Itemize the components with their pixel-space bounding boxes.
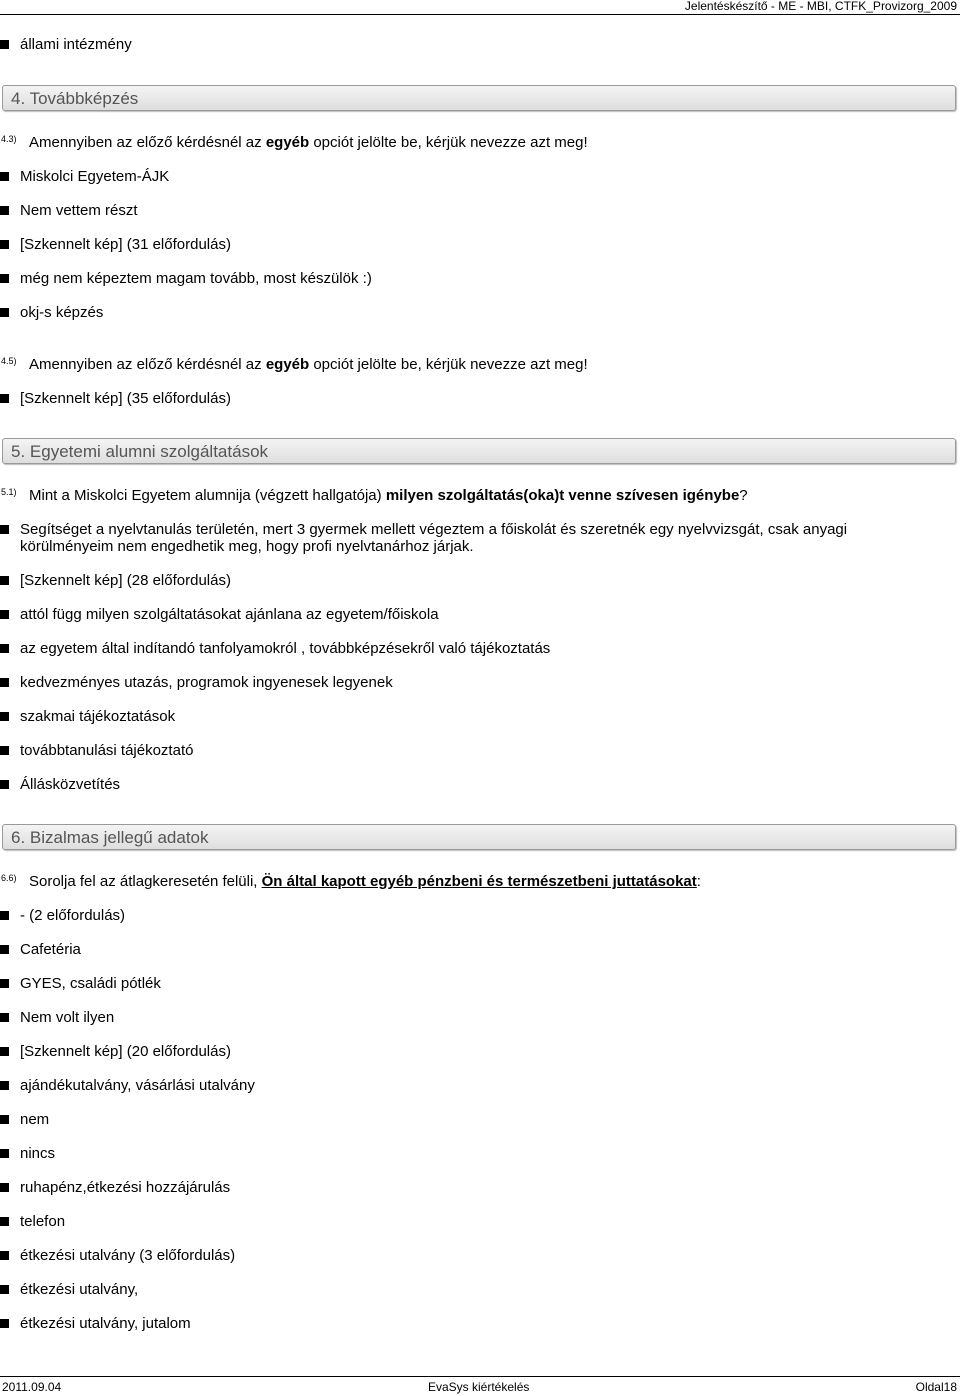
answer-text: étkezési utalvány, [20, 1281, 139, 1298]
question-number: 6.6) [1, 873, 17, 883]
bullet-square-icon [0, 746, 9, 755]
question-4-3 [0, 134, 588, 151]
bullet-square-icon [0, 172, 9, 181]
list-item [0, 776, 930, 793]
answer-text: még nem képeztem magam tovább, most készülök :) [20, 270, 372, 287]
answer-text: Miskolci Egyetem-ÁJK [20, 168, 170, 185]
answer-text: étkezési utalvány (3 előfordulás) [20, 1247, 236, 1264]
answer-text: szakmai tájékoztatások [20, 708, 176, 725]
list-item [0, 1247, 930, 1264]
list-item [0, 742, 930, 759]
section-header-5 [2, 438, 956, 464]
list-item [0, 907, 930, 924]
bullet-square-icon [0, 206, 9, 215]
list-item [0, 202, 930, 219]
question-number: 5.1) [1, 487, 17, 497]
page-footer [0, 1376, 960, 1396]
list-item [0, 390, 930, 407]
question-5-1 [0, 487, 748, 504]
section-header-4 [2, 85, 956, 111]
list-item [0, 36, 930, 53]
bullet-square-icon [0, 780, 9, 789]
answer-text: [Szkennelt kép] (28 előfordulás) [20, 572, 231, 589]
list-item [0, 1145, 930, 1162]
answer-text: nincs [20, 1145, 56, 1162]
list-item [0, 1315, 930, 1332]
question-text: Amennyiben az előző kérdésnél az egyéb opciót jelölte be, kérjük nevezze azt meg! [29, 134, 588, 151]
list-item [0, 521, 930, 555]
list-item [0, 640, 930, 657]
answer-text: GYES, családi pótlék [20, 975, 161, 992]
bullet-square-icon [0, 1251, 9, 1260]
list-item [0, 674, 930, 691]
answer-text: [Szkennelt kép] (20 előfordulás) [20, 1043, 231, 1060]
question-text: Mint a Miskolci Egyetem alumnija (végzett hallgatója) milyen szolgáltatás(oka)t venne szívesen igénybe? [29, 487, 748, 504]
bullet-square-icon [0, 308, 9, 317]
footer-date: 2011.09.04 [2, 1380, 62, 1394]
question-text: Sorolja fel az átlagkeresetén felüli, Ön által kapott egyéb pénzbeni és természetbeni juttatásokat: [29, 873, 701, 890]
report-title: Jelentéskészítő - ME - MBI, CTFK_Provizorg_2009 [684, 0, 957, 13]
question-number: 4.5) [1, 356, 17, 366]
bullet-square-icon [0, 1217, 9, 1226]
list-item [0, 270, 930, 287]
bullet-square-icon [0, 576, 9, 585]
answer-text: [Szkennelt kép] (35 előfordulás) [20, 390, 231, 407]
bullet-square-icon [0, 1081, 9, 1090]
section-title: 4. Továbbképzés [11, 89, 139, 108]
list-item [0, 1111, 930, 1128]
section-title: 6. Bizalmas jellegű adatok [11, 828, 209, 847]
answer-text: Nem volt ilyen [20, 1009, 115, 1026]
bullet-square-icon [0, 610, 9, 619]
answer-text: attól függ milyen szolgáltatásokat ajánlana az egyetem/főiskola [20, 606, 439, 623]
answer-text: Nem vettem részt [20, 202, 138, 219]
list-item [0, 236, 930, 253]
list-item [0, 304, 930, 321]
question-6-6 [0, 873, 701, 890]
bullet-square-icon [0, 979, 9, 988]
bullet-square-icon [0, 945, 9, 954]
list-item [0, 1043, 930, 1060]
list-item [0, 1077, 930, 1094]
list-item [0, 572, 930, 589]
bullet-square-icon [0, 1183, 9, 1192]
bullet-square-icon [0, 394, 9, 403]
question-number: 4.3) [1, 134, 17, 144]
list-item [0, 708, 930, 725]
list-item [0, 941, 930, 958]
bullet-square-icon [0, 1285, 9, 1294]
answer-text: Segítséget a nyelvtanulás területén, mert 3 gyermek mellett végeztem a főiskolát és szeretnék egy nyelvvizsgát, csak anyagi körülményeim nem engedhetik meg, hogy profi nyelvtanárhoz járjak. [20, 521, 848, 555]
question-text: Amennyiben az előző kérdésnél az egyéb opciót jelölte be, kérjük nevezze azt meg! [29, 356, 588, 373]
bullet-square-icon [0, 525, 9, 534]
answer-text: nem [20, 1111, 50, 1128]
answer-text: - (2 előfordulás) [20, 907, 126, 924]
bullet-square-icon [0, 40, 9, 49]
answer-text: kedvezményes utazás, programok ingyenesek legyenek [20, 674, 393, 691]
section-header-6 [2, 824, 956, 850]
bullet-square-icon [0, 678, 9, 687]
answer-text: [Szkennelt kép] (31 előfordulás) [20, 236, 231, 253]
bullet-square-icon [0, 274, 9, 283]
bullet-square-icon [0, 911, 9, 920]
list-item [0, 1213, 930, 1230]
bullet-square-icon [0, 1115, 9, 1124]
answer-text: étkezési utalvány, jutalom [20, 1315, 191, 1332]
bullet-square-icon [0, 1013, 9, 1022]
answer-text: állami intézmény [20, 36, 132, 53]
section-title: 5. Egyetemi alumni szolgáltatások [11, 442, 269, 461]
page-header [0, 0, 960, 15]
answer-text: továbbtanulási tájékoztató [20, 742, 194, 759]
bullet-square-icon [0, 1149, 9, 1158]
answer-text: az egyetem által indítandó tanfolyamokról , továbbképzésekről való tájékoztatás [20, 640, 551, 657]
answer-text: okj-s képzés [20, 304, 104, 321]
answer-text: ajándékutalvány, vásárlási utalvány [20, 1077, 255, 1094]
list-item [0, 1179, 930, 1196]
bullet-square-icon [0, 712, 9, 721]
list-item [0, 1009, 930, 1026]
list-item [0, 168, 930, 185]
bullet-square-icon [0, 1319, 9, 1328]
question-4-5 [0, 356, 588, 373]
bullet-square-icon [0, 1047, 9, 1056]
answer-text: Állásközvetítés [20, 776, 121, 793]
bullet-square-icon [0, 644, 9, 653]
answer-text: Cafetéria [20, 941, 81, 958]
answer-text: ruhapénz,étkezési hozzájárulás [20, 1179, 231, 1196]
list-item [0, 606, 930, 623]
answer-text: telefon [20, 1213, 66, 1230]
bullet-square-icon [0, 240, 9, 249]
footer-center: EvaSys kiértékelés [428, 1380, 530, 1394]
list-item [0, 975, 930, 992]
list-item [0, 1281, 930, 1298]
page-number: Oldal18 [915, 1380, 957, 1394]
